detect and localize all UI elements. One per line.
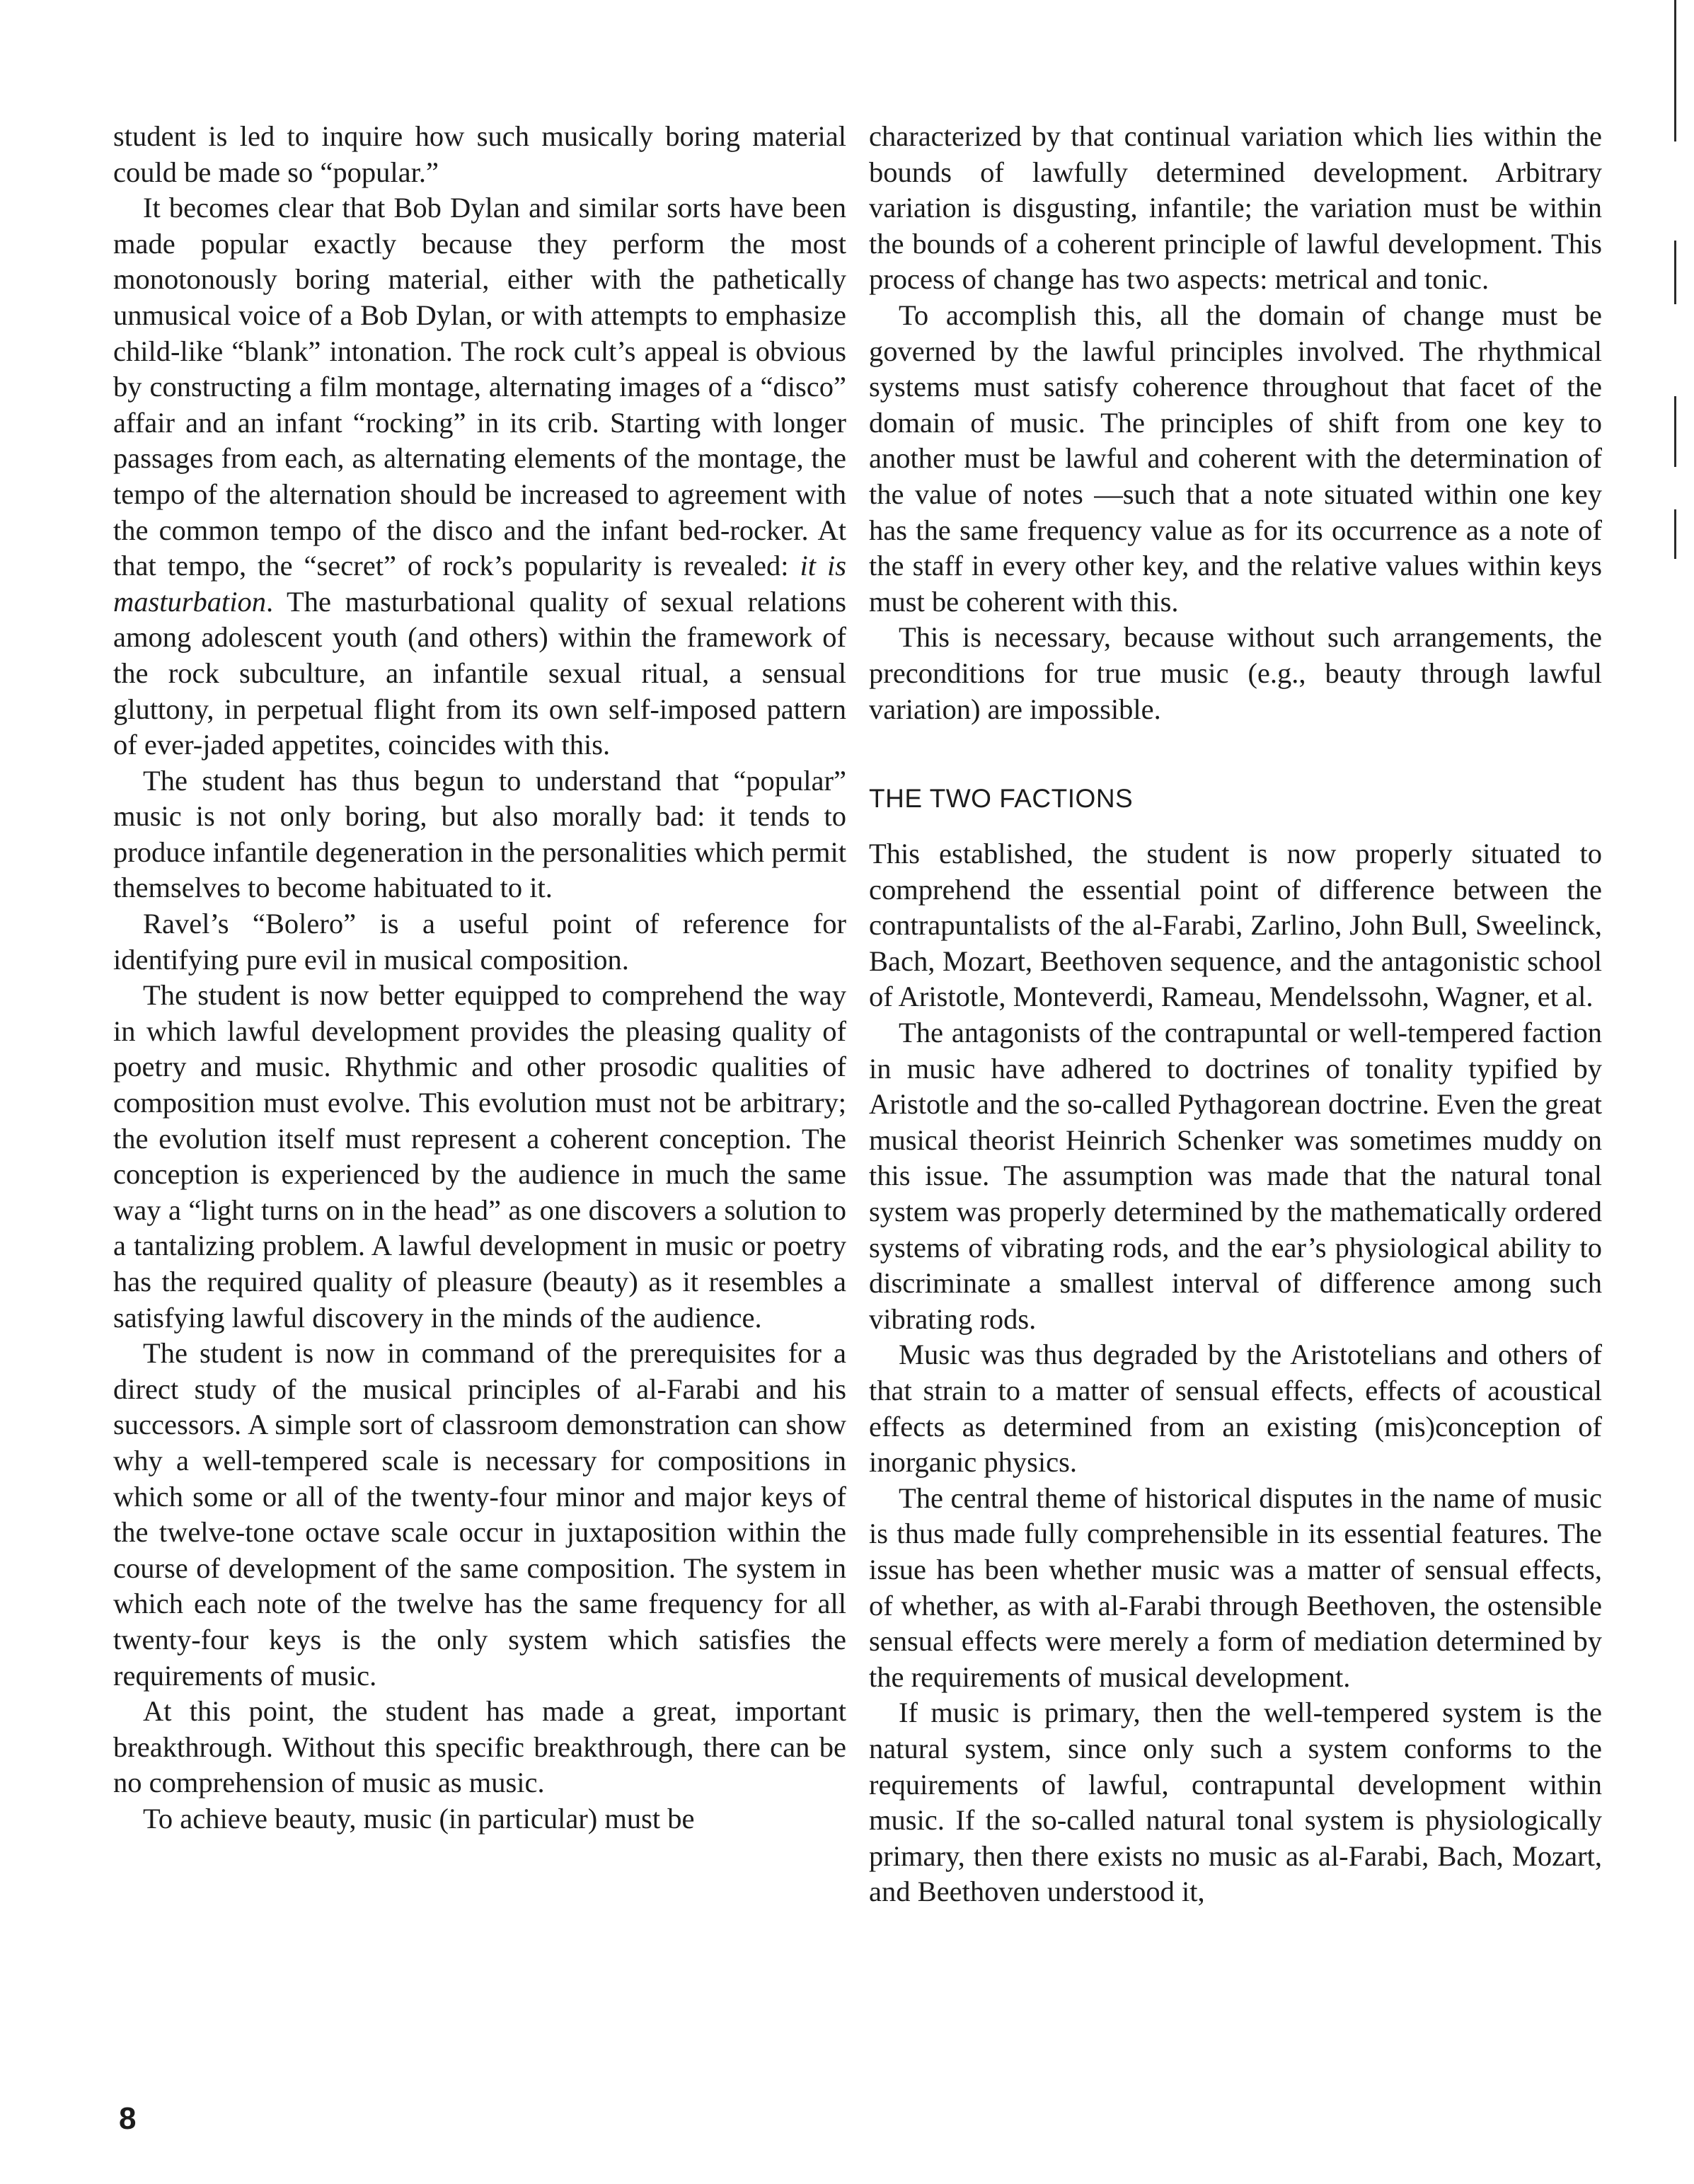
scan-edge-mark [1674, 241, 1676, 304]
italic-emphasis: it is masturbation [113, 550, 846, 618]
section-heading: THE TWO FACTIONS [869, 784, 1134, 814]
paragraph [113, 190, 846, 763]
paragraph: The student is now in command of the prerequisites for a direct study of the musical principles of al-Farabi and his successors. A simple sort of classroom demonstration can show why a well-tempered scale is necessary for compositions in which some or all of the twenty-four minor and major keys of the twelve-tone octave scale occur in juxtaposition within the course of development of the same composition. The system in which each note of the twelve has the same frequency for all twenty-four keys is the only system which satisfies the requirements of music. [113, 1337, 846, 1692]
paragraph: Ravel’s “Bolero” is a useful point of reference for identifying pure evil in musical composition. [113, 908, 846, 976]
scan-edge-mark [1674, 0, 1676, 141]
paragraph: This established, the student is now properly situated to comprehend the essential point of difference between the contrapuntalists of the al-Farabi, Zarlino, John Bull, Sweelinck, Bach, Mozart, Beethoven sequence, and the antagonistic school of Aristotle, Monteverdi, Rameau, Mendelssohn, Wagner, et al. [869, 838, 1602, 1013]
right-column [869, 119, 1602, 1910]
paragraph: student is led to inquire how such musically boring material could be made so “popular.” [113, 120, 846, 188]
paragraph: To achieve beauty, music (in particular) must be [143, 1802, 695, 1835]
paragraph: The student is now better equipped to comprehend the way in which lawful development provides the pleasing quality of poetry and music. Rhythmic and other prosodic qualities of composition must evolve. This evolution must not be arbitrary; the evolution itself must represent a coherent conception. The conception is experienced by the audience in much the same way a “light turns on in the head” as one discovers a solution to a tantalizing problem. A lawful development in music or poetry has the required quality of pleasure (beauty) as it resembles a satisfying lawful discovery in the minds of the audience. [113, 979, 846, 1334]
scan-edge-mark [1674, 396, 1676, 467]
paragraph: This is necessary, because without such arrangements, the preconditions for true music (e.g., beauty through lawful variation) are impossible. [869, 621, 1602, 725]
paragraph: characterized by that continual variation which lies within the bounds of lawfully determined development. Arbitrary variation is disgusting, infantile; the variation must be within the bounds of a coherent principle of lawful development. This process of change has two aspects: metrical and tonic. [869, 120, 1602, 296]
paragraph: Music was thus degraded by the Aristotelians and others of that strain to a matter of sensual effects, effects of acoustical effects as determined from an existing (mis)conception of inorganic physics. [869, 1339, 1602, 1479]
paragraph: If music is primary, then the well-tempered system is the natural system, since only such a system conforms to the requirements of lawful, contrapuntal development within music. If the so-called natural tonal system is physiologically primary, then there exists no music as al-Farabi, Bach, Mozart, and Beethoven understood it, [869, 1697, 1602, 1908]
paragraph: The central theme of historical disputes in the name of music is thus made fully comprehensible in its essential features. The issue has been whether music was a matter of sensual effects, of whether, as with al-Farabi through Beethoven, the ostensible sensual effects were merely a form of mediation determined by the requirements of musical development. [869, 1481, 1602, 1693]
paragraph: The antagonists of the contrapuntal or well-tempered faction in music have adhered to doctrines of tonality typified by Aristotle and the so-called Pythagorean doctrine. Even the great musical theorist Heinrich Schenker was sometimes muddy on this issue. The assumption was made that the natural tonal system was properly determined by the mathematically ordered systems of vibrating rods, and the ear’s physiological ability to discriminate a smallest interval of difference among such vibrating rods. [869, 1017, 1602, 1335]
paragraph: At this point, the student has made a great, important breakthrough. Without this specific breakthrough, there can be no comprehension of music as music. [113, 1695, 846, 1799]
paragraph-text: . The masturbational quality of sexual relations among adolescent youth (and others) within the framework of the rock subculture, an infantile sexual ritual, a sensual gluttony, in perpetual flight from its own self-imposed pattern of ever-jaded appetites, coincides with this. [113, 585, 846, 761]
paragraph: To accomplish this, all the domain of change must be governed by the lawful principles involved. The rhythmical systems must satisfy coherence throughout that facet of the domain of music. The principles of shift from one key to another must be lawful and coherent with the determination of the value of notes —such that a note situated within one key has the same frequency value as for its occurrence as a note of the staff in every other key, and the relative values within keys must be coherent with this. [869, 299, 1602, 618]
left-column [113, 119, 846, 1837]
scan-edge-mark [1674, 509, 1676, 559]
page-number: 8 [119, 2101, 137, 2136]
paragraph: The student has thus begun to understand that “popular” music is not only boring, but also morally bad: it tends to produce infantile degeneration in the personalities which permit themselves to become habituated to it. [113, 764, 846, 904]
paragraph-text: It becomes clear that Bob Dylan and similar sorts have been made popular exactly because they perform the most monotonously boring material, either with the pathetically unmusical voice of a Bob Dylan, or with attempts to emphasize child-like “blank” intonation. The rock cult’s appeal is obvious by constructing a film montage, alternating images of a “disco” affair and an infant “rocking” in its crib. Starting with longer passages from each, as alternating elements of the montage, the tempo of the alternation should be increased to agreement with the common tempo of the disco and the infant bed-rocker. At that tempo, the “secret” of rock’s popularity is revealed: [113, 192, 846, 582]
